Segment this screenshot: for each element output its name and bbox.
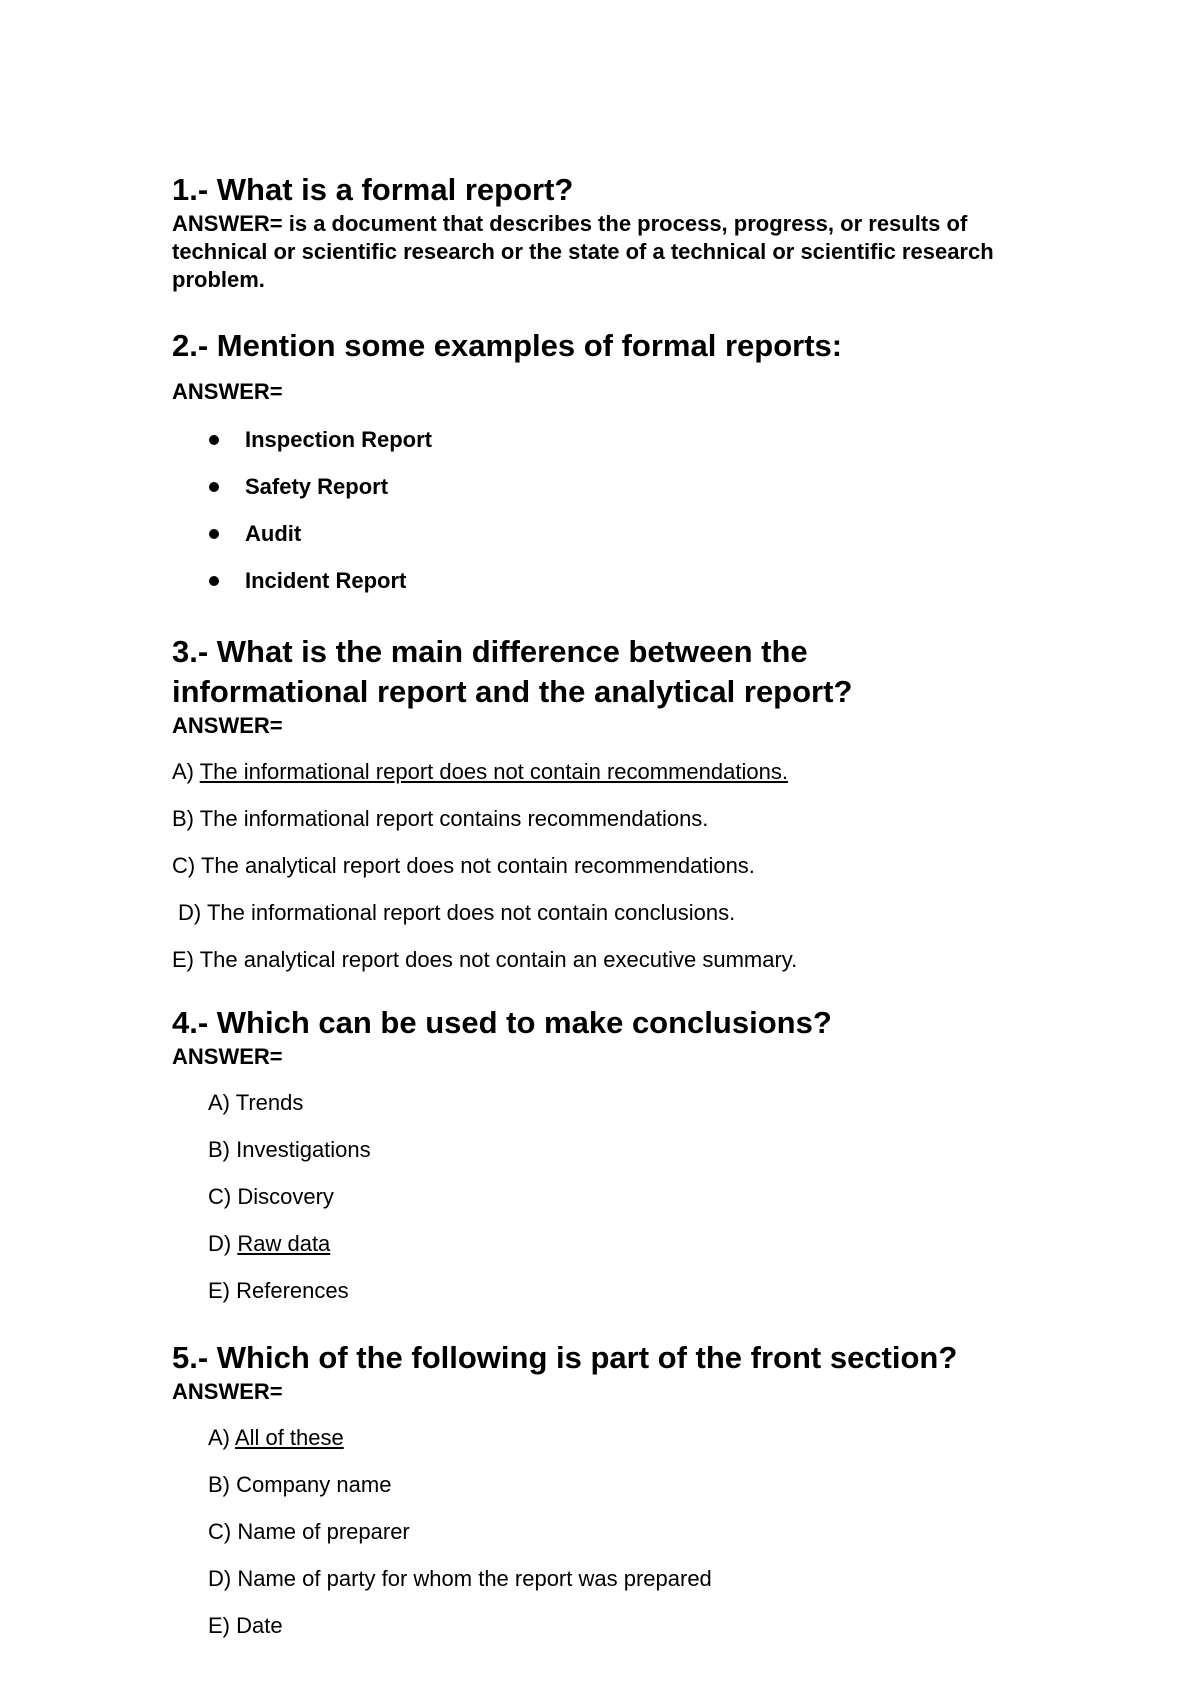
- option-b: B) The informational report contains recommendations.: [172, 806, 709, 831]
- option-a: A) Trends: [208, 1090, 304, 1115]
- correct-answer: The informational report does not contain recommendations.: [199, 759, 788, 784]
- answer-text: is a document that describes the process, progress, or results of technical or scientific research or the state of a technical or scientific research problem.: [172, 211, 994, 292]
- option-c: C) Discovery: [208, 1184, 334, 1209]
- correct-answer: Raw data: [237, 1231, 331, 1256]
- question-3: [172, 632, 932, 993]
- option-a: A) All of these: [208, 1425, 344, 1450]
- question-4: [172, 1003, 832, 1324]
- question-1: [172, 170, 1042, 294]
- list-item: Audit: [172, 520, 842, 567]
- option-c: C) Name of preparer: [208, 1519, 410, 1544]
- answer-label: ANSWER=: [172, 379, 283, 404]
- question-5: [172, 1338, 957, 1659]
- bullet-icon: [209, 482, 219, 492]
- bullet-icon: [209, 435, 219, 445]
- option-c: C) The analytical report does not contain recommendations.: [172, 853, 755, 878]
- answer-label: ANSWER=: [172, 1044, 283, 1069]
- option-d: D) Raw data: [208, 1231, 331, 1256]
- list-item: Safety Report: [172, 473, 842, 520]
- list-item: Incident Report: [172, 567, 842, 614]
- list-item: Inspection Report: [172, 426, 842, 473]
- option-e: E) The analytical report does not contain an executive summary.: [172, 947, 798, 972]
- option-b: B) Investigations: [208, 1137, 371, 1162]
- correct-answer: All of these: [234, 1425, 344, 1450]
- question-5-title: 5.- Which of the following is part of the front section?: [172, 1340, 958, 1375]
- question-1-answer: [172, 210, 1042, 294]
- option-a: A) The informational report does not contain recommendations.: [172, 759, 788, 784]
- bullet-icon: [209, 576, 219, 586]
- answer-label: ANSWER=: [172, 713, 283, 738]
- option-e: E) References: [208, 1278, 349, 1303]
- bullet-icon: [209, 529, 219, 539]
- examples-list: [172, 426, 842, 614]
- answer-label: ANSWER=: [172, 1379, 283, 1404]
- option-d: D) Name of party for whom the report was prepared: [208, 1566, 712, 1591]
- question-1-title: 1.- What is a formal report?: [172, 172, 574, 207]
- option-e: E) Date: [208, 1613, 283, 1638]
- question-3-title: 3.- What is the main difference between the informational report and the analytical report?: [172, 634, 853, 709]
- question-2-title: 2.- Mention some examples of formal reports:: [172, 328, 843, 363]
- answer-label: ANSWER=: [172, 211, 283, 236]
- question-2: [172, 326, 842, 614]
- question-4-title: 4.- Which can be used to make conclusions?: [172, 1005, 832, 1040]
- option-b: B) Company name: [208, 1472, 392, 1497]
- option-d: D) The informational report does not contain conclusions.: [178, 900, 736, 925]
